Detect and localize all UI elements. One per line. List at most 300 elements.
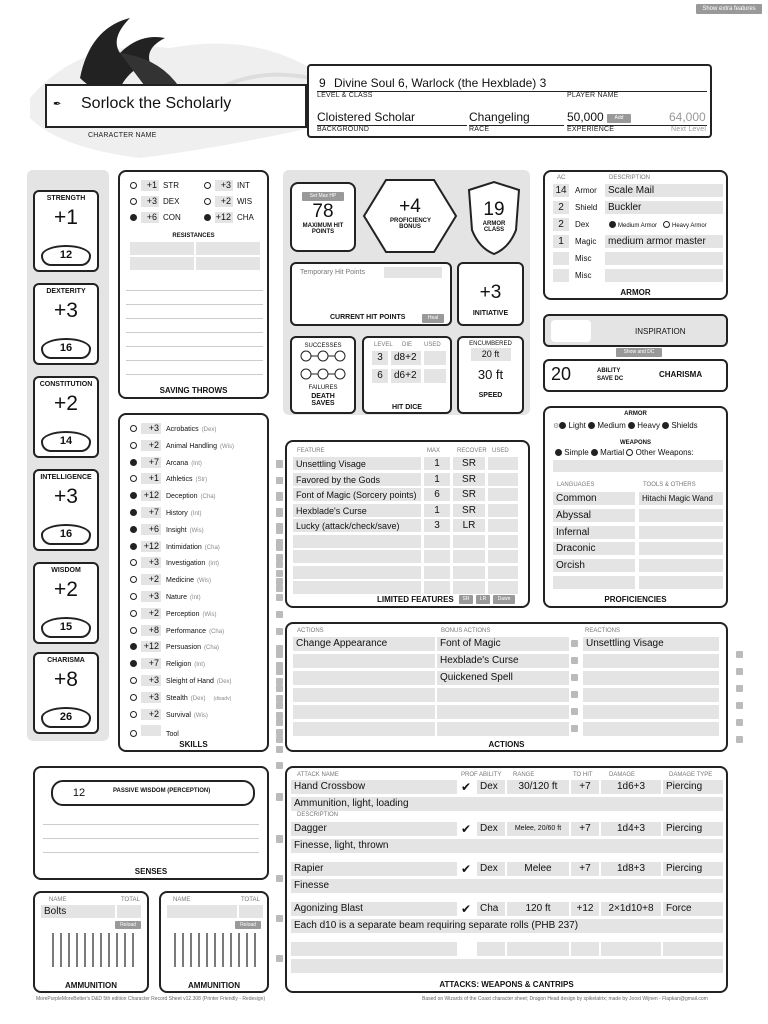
- other-weapons-checkbox[interactable]: Other Weapons:: [635, 448, 694, 457]
- proficiency-dot[interactable]: [130, 182, 137, 189]
- ammunition-panel-2: [159, 891, 269, 993]
- attack-name-field[interactable]: [291, 942, 457, 956]
- feature-arrow-button[interactable]: [276, 539, 283, 546]
- feature-name-field[interactable]: [293, 581, 421, 594]
- feature-used-field[interactable]: [488, 550, 518, 563]
- show-extra-features-button[interactable]: Show extra features: [696, 4, 762, 14]
- feature-recover-field[interactable]: SR: [453, 473, 485, 486]
- reaction-field[interactable]: [583, 705, 719, 719]
- save-value: +3: [141, 196, 159, 207]
- xp-value[interactable]: 50,000: [567, 110, 604, 124]
- senses-panel: [33, 766, 269, 880]
- tool-field[interactable]: [639, 542, 723, 555]
- reaction-arrow-button[interactable]: [736, 651, 743, 658]
- feature-arrow-button[interactable]: [276, 477, 283, 484]
- skill-animal-handling[interactable]: [130, 440, 234, 451]
- reaction-field[interactable]: [583, 688, 719, 702]
- attack-arrow-button[interactable]: [276, 875, 283, 882]
- ability-score[interactable]: 26: [41, 707, 91, 728]
- footer-right: Based on Wizards of the Coast character sheet; Dragon Head design by spikelatrix; made by Joost Wijnen - Flapkan@gmail.com: [422, 996, 708, 1002]
- attack-proficiency-check[interactable]: ✔: [461, 822, 472, 836]
- feature-arrow-button[interactable]: [276, 523, 283, 530]
- sr-reset-button[interactable]: SR: [459, 595, 473, 604]
- character-name-field[interactable]: Sorlock the Scholarly: [81, 95, 232, 112]
- medium-armor-label: Medium Armor: [618, 223, 658, 229]
- feature-arrow-button[interactable]: [276, 508, 283, 515]
- feature-name-field[interactable]: [293, 535, 421, 548]
- skill-nature[interactable]: [130, 591, 201, 602]
- feature-arrow-button[interactable]: [276, 554, 283, 561]
- feature-max-field[interactable]: 1: [424, 473, 450, 486]
- hit-dice-die[interactable]: d6+2: [391, 369, 421, 383]
- language-field[interactable]: Common: [553, 492, 635, 505]
- ability-score[interactable]: 16: [41, 524, 91, 545]
- attack-ability-field[interactable]: [477, 942, 505, 956]
- feature-max-field[interactable]: 1: [424, 457, 450, 470]
- attack-proficiency-check[interactable]: ✔: [461, 902, 472, 916]
- set-max-hp-button[interactable]: Set Max HP: [302, 192, 344, 201]
- skill-arcana[interactable]: [130, 457, 202, 468]
- proficiency-dot[interactable]: [130, 214, 137, 221]
- feature-arrow-button[interactable]: [276, 492, 283, 499]
- bonus-action-field[interactable]: [437, 688, 569, 702]
- attack-range-field[interactable]: 30/120 ft: [507, 780, 569, 794]
- feature-name-field[interactable]: Font of Magic (Sorcery points): [293, 488, 421, 501]
- feature-used-field[interactable]: [488, 504, 518, 517]
- attack-arrow-button[interactable]: [276, 955, 283, 962]
- attack-description-field[interactable]: [291, 959, 723, 973]
- attack-name-field[interactable]: Hand Crossbow: [291, 780, 457, 794]
- skill-stealth[interactable]: [130, 692, 231, 703]
- language-field[interactable]: Infernal: [553, 526, 635, 539]
- bonus-action-arrow-button[interactable]: [571, 674, 578, 681]
- feature-name-field[interactable]: Unsettling Visage: [293, 457, 421, 470]
- attack-proficiency-check[interactable]: ✔: [461, 780, 472, 794]
- armor-ac-field[interactable]: 1: [553, 235, 569, 248]
- proficiencies-panel: [543, 406, 728, 608]
- attack-range-field[interactable]: Melee: [507, 862, 569, 876]
- attack-damage-type-field[interactable]: Piercing: [663, 862, 723, 876]
- skill-arrow-button[interactable]: [276, 594, 283, 601]
- ammo-total-field[interactable]: [239, 905, 263, 918]
- reload-button[interactable]: Reload: [235, 921, 261, 929]
- skill-arrow-button[interactable]: [276, 561, 283, 568]
- proficiency-dot[interactable]: [130, 627, 137, 634]
- action-field[interactable]: [293, 705, 435, 719]
- attack-description-field[interactable]: Finesse: [291, 879, 723, 893]
- ability-score[interactable]: 16: [41, 338, 91, 359]
- proficiency-dot[interactable]: [130, 559, 137, 566]
- tool-field[interactable]: [639, 526, 723, 539]
- proficiency-dot[interactable]: [130, 442, 137, 449]
- skill-value: +2: [141, 709, 161, 720]
- feature-recover-field[interactable]: [453, 566, 485, 579]
- armor-ac-field[interactable]: [553, 269, 569, 282]
- feature-used-field[interactable]: [488, 488, 518, 501]
- reaction-arrow-button[interactable]: [736, 736, 743, 743]
- proficiency-dot[interactable]: [130, 576, 137, 583]
- feature-recover-field[interactable]: [453, 581, 485, 594]
- bonus-action-arrow-button[interactable]: [571, 691, 578, 698]
- feature-max-field[interactable]: 1: [424, 504, 450, 517]
- skill-ability: (Cha): [209, 628, 225, 635]
- class-value[interactable]: Divine Soul 6, Warlock (the Hexblade) 3: [334, 76, 547, 90]
- hit-dice-used[interactable]: [424, 369, 446, 383]
- feature-name-field[interactable]: [293, 566, 421, 579]
- ability-modifier: +3: [54, 485, 78, 508]
- ammo-name-field[interactable]: [167, 905, 237, 918]
- skill-investigation[interactable]: [130, 557, 219, 568]
- action-arrow-button[interactable]: [276, 685, 283, 692]
- passive-wisdom-value[interactable]: 12: [59, 785, 99, 801]
- feature-recover-field[interactable]: [453, 550, 485, 563]
- attack-damage-field[interactable]: [601, 942, 661, 956]
- light-armor-checkbox[interactable]: Light: [568, 421, 586, 430]
- bonus-action-field[interactable]: Font of Magic: [437, 637, 569, 651]
- proficiency-dot[interactable]: [130, 730, 137, 737]
- ammo-arrows-icon[interactable]: [49, 931, 137, 969]
- attack-name-field[interactable]: Dagger: [291, 822, 457, 836]
- skill-value: +3: [141, 557, 161, 568]
- feature-used-field[interactable]: [488, 519, 518, 532]
- actions-header: ACTIONS: [297, 628, 324, 634]
- armor-description-field[interactable]: Scale Mail: [605, 184, 723, 197]
- language-field[interactable]: Draconic: [553, 542, 635, 555]
- background-label: BACKGROUND: [317, 126, 370, 133]
- bonus-action-arrow-button[interactable]: [571, 657, 578, 664]
- skill-athletics[interactable]: [130, 473, 207, 484]
- skill-arrow-button[interactable]: [276, 762, 283, 769]
- skill-arrow-button[interactable]: [276, 578, 283, 585]
- proficiency-dot[interactable]: [130, 643, 137, 650]
- initiative-label: INITIATIVE: [472, 310, 509, 317]
- reload-button[interactable]: Reload: [115, 921, 141, 929]
- action-field[interactable]: [293, 722, 435, 736]
- attack-name-field[interactable]: Rapier: [291, 862, 457, 876]
- ability-modifier: +2: [54, 578, 78, 601]
- proficiency-dot[interactable]: [130, 526, 137, 533]
- feature-arrow-button[interactable]: [276, 570, 283, 577]
- skill-ability: (Str): [195, 477, 208, 484]
- level-value[interactable]: 9: [319, 76, 326, 90]
- bonus-action-field[interactable]: [437, 705, 569, 719]
- skill-ability: (Wis): [189, 527, 204, 534]
- armor-description-field[interactable]: [605, 252, 723, 265]
- attack-arrow-button[interactable]: [276, 793, 283, 800]
- reaction-field[interactable]: [583, 671, 719, 685]
- attack-ability-field[interactable]: Dex: [477, 780, 505, 794]
- skill-arrow-button[interactable]: [276, 746, 283, 753]
- ability-score[interactable]: 12: [41, 245, 91, 266]
- shields-checkbox[interactable]: Shields: [671, 421, 698, 430]
- armor-description-field[interactable]: [605, 269, 723, 282]
- saving-throw-dex[interactable]: [130, 196, 179, 207]
- action-field[interactable]: [293, 688, 435, 702]
- feature-max-field[interactable]: [424, 581, 450, 594]
- proficiency-dot[interactable]: [204, 182, 211, 189]
- speed-value[interactable]: 30 ft: [477, 367, 504, 382]
- ability-name: STRENGTH: [46, 195, 86, 202]
- skill-intimidation[interactable]: [130, 541, 220, 552]
- medium-armor-checkbox[interactable]: Medium: [597, 421, 626, 430]
- attack-arrow-button[interactable]: [276, 835, 283, 842]
- encumbered-value[interactable]: 20 ft: [471, 348, 511, 361]
- feature-max-field[interactable]: [424, 535, 450, 548]
- saving-throw-con[interactable]: [130, 212, 181, 223]
- tool-field[interactable]: Hitachi Magic Wand: [639, 492, 723, 505]
- attack-range-field[interactable]: [507, 942, 569, 956]
- action-arrow-button[interactable]: [276, 736, 283, 743]
- feature-used-field[interactable]: [488, 566, 518, 579]
- reaction-field[interactable]: [583, 654, 719, 668]
- attack-tohit-field[interactable]: +12: [571, 902, 599, 916]
- tool-field[interactable]: [639, 509, 723, 522]
- feature-recover-field[interactable]: SR: [453, 488, 485, 501]
- skill-performance[interactable]: [130, 625, 224, 636]
- attack-ability-field[interactable]: Dex: [477, 862, 505, 876]
- proficiency-dot[interactable]: [130, 475, 137, 482]
- xp-add-button[interactable]: Add: [607, 114, 631, 123]
- armor-description-field[interactable]: Buckler: [605, 201, 723, 214]
- max-hp-value[interactable]: 78: [312, 201, 334, 222]
- ability-score[interactable]: 15: [41, 617, 91, 638]
- proficiency-dot[interactable]: [130, 711, 137, 718]
- skill-arrow-button[interactable]: [276, 712, 283, 719]
- skill-sleight-of-hand[interactable]: [130, 675, 232, 686]
- feature-used-field[interactable]: [488, 473, 518, 486]
- attack-ability-field[interactable]: Dex: [477, 822, 505, 836]
- skill-value: +3: [141, 591, 161, 602]
- skills-panel: [118, 413, 269, 752]
- reaction-field[interactable]: Unsettling Visage: [583, 637, 719, 651]
- heal-button[interactable]: Heal: [422, 314, 444, 323]
- initiative-value[interactable]: +3: [479, 282, 502, 303]
- tool-field[interactable]: [639, 559, 723, 572]
- bonus-action-field[interactable]: [437, 722, 569, 736]
- tools-header: TOOLS & OTHERS: [643, 482, 696, 488]
- hit-dice-level[interactable]: 6: [372, 369, 388, 383]
- bonus-action-field[interactable]: Quickened Spell: [437, 671, 569, 685]
- language-field[interactable]: [553, 576, 635, 589]
- proficiency-dot[interactable]: [130, 509, 137, 516]
- skill-acrobatics[interactable]: [130, 423, 216, 434]
- ammo-arrows-icon[interactable]: [171, 931, 259, 969]
- heavy-armor-checkbox[interactable]: Heavy: [637, 421, 660, 430]
- armor-type-label: Misc: [575, 271, 592, 280]
- attack-description-field[interactable]: Finesse, light, thrown: [291, 839, 723, 853]
- saving-throws-title: SAVING THROWS: [159, 386, 228, 395]
- reaction-arrow-button[interactable]: [736, 702, 743, 709]
- bonus-action-arrow-button[interactable]: [571, 725, 578, 732]
- skill-persuasion[interactable]: [130, 641, 219, 652]
- attack-ability-field[interactable]: Cha: [477, 902, 505, 916]
- attack-tohit-field[interactable]: +7: [571, 822, 599, 836]
- attack-damage-type-field[interactable]: Piercing: [663, 822, 723, 836]
- skill-name: Investigation: [166, 560, 206, 568]
- action-arrow-button[interactable]: [276, 719, 283, 726]
- armor-description-field[interactable]: medium armor master: [605, 235, 723, 248]
- proficiency-dot[interactable]: [130, 543, 137, 550]
- armor-ac-field[interactable]: [553, 252, 569, 265]
- lr-reset-button[interactable]: LR: [476, 595, 490, 604]
- feature-max-field[interactable]: [424, 566, 450, 579]
- race-value[interactable]: Changeling: [469, 110, 530, 124]
- skill-tool[interactable]: [130, 725, 182, 738]
- attack-tohit-field[interactable]: [571, 942, 599, 956]
- skill-value: +7: [141, 658, 161, 669]
- background-value[interactable]: Cloistered Scholar: [317, 110, 416, 124]
- reaction-field[interactable]: [583, 722, 719, 736]
- dawn-reset-button[interactable]: Dawn: [493, 595, 515, 604]
- attack-description-field[interactable]: Ammunition, light, loading: [291, 797, 723, 811]
- feature-name-field[interactable]: Favored by the Gods: [293, 473, 421, 486]
- reaction-arrow-button[interactable]: [736, 685, 743, 692]
- ammo-total-field[interactable]: [117, 905, 141, 918]
- attack-damage-field[interactable]: 2×1d10+8: [601, 902, 661, 916]
- saving-throw-cha[interactable]: [204, 212, 254, 223]
- attack-damage-type-field[interactable]: [663, 942, 723, 956]
- tool-field[interactable]: [639, 576, 723, 589]
- skill-deception[interactable]: [130, 490, 216, 501]
- feature-max-field[interactable]: 6: [424, 488, 450, 501]
- martial-weapons-checkbox[interactable]: Martial: [600, 448, 625, 457]
- inspiration-field[interactable]: [551, 320, 591, 342]
- attack-damage-type-field[interactable]: Force: [663, 902, 723, 916]
- bonus-action-arrow-button[interactable]: [571, 708, 578, 715]
- proficiency-dot[interactable]: [130, 610, 137, 617]
- save-dc-ability[interactable]: CHARISMA: [659, 370, 703, 379]
- reaction-arrow-button[interactable]: [736, 668, 743, 675]
- ability-score[interactable]: 14: [41, 431, 91, 452]
- attack-damage-field[interactable]: 1d8+3: [601, 862, 661, 876]
- skill-name: Insight: [166, 526, 187, 534]
- attack-damage-field[interactable]: 1d4+3: [601, 822, 661, 836]
- attack-tohit-field[interactable]: +7: [571, 780, 599, 794]
- feature-recover-field[interactable]: [453, 535, 485, 548]
- action-arrow-button[interactable]: [276, 651, 283, 658]
- proficiency-dot[interactable]: [204, 214, 211, 221]
- save-value: +12: [215, 212, 231, 222]
- proficiency-dot[interactable]: [130, 492, 137, 499]
- saving-throw-str[interactable]: [130, 180, 179, 191]
- medium-armor-radio[interactable]: [609, 221, 616, 228]
- ac-value[interactable]: 19: [483, 199, 505, 220]
- attack-description-field[interactable]: Each d10 is a separate beam requiring separate rolls (PHB 237): [291, 919, 723, 933]
- feature-name-field[interactable]: Hexblade's Curse: [293, 504, 421, 517]
- heavy-armor-radio[interactable]: [663, 221, 670, 228]
- feature-arrow-button[interactable]: [276, 585, 283, 592]
- skill-medicine[interactable]: [130, 574, 211, 585]
- ammo-name-field[interactable]: Bolts: [41, 905, 115, 918]
- proficiency-dot[interactable]: [130, 198, 137, 205]
- failures-label: FAILURES: [308, 385, 338, 391]
- hit-dice-die[interactable]: d8+2: [391, 351, 421, 365]
- attack-proficiency-check[interactable]: ✔: [461, 862, 472, 876]
- proficiency-dot[interactable]: [130, 425, 137, 432]
- feature-recover-field[interactable]: SR: [453, 504, 485, 517]
- skill-value: +3: [141, 423, 161, 434]
- ability-strength: [33, 190, 99, 272]
- bonus-action-field[interactable]: Hexblade's Curse: [437, 654, 569, 668]
- save-dc-value[interactable]: 20: [551, 364, 572, 384]
- armor-ac-field[interactable]: 2: [553, 201, 569, 214]
- action-field[interactable]: [293, 654, 435, 668]
- temp-hp-field[interactable]: [384, 267, 442, 278]
- proficiency-dot[interactable]: [204, 198, 211, 205]
- hit-dice-used[interactable]: [424, 351, 446, 365]
- attack-tohit-field[interactable]: +7: [571, 862, 599, 876]
- feature-used-field[interactable]: [488, 457, 518, 470]
- proficiency-dot[interactable]: [130, 694, 137, 701]
- attack-damage-type-field[interactable]: Piercing: [663, 780, 723, 794]
- attack-range-field[interactable]: Melee, 20/60 ft: [507, 822, 569, 836]
- action-field[interactable]: Change Appearance: [293, 637, 435, 651]
- simple-weapons-checkbox[interactable]: Simple: [564, 448, 589, 457]
- skill-insight[interactable]: [130, 524, 204, 535]
- attack-range-field[interactable]: 120 ft: [507, 902, 569, 916]
- bonus-actions-header: BONUS ACTIONS: [441, 628, 491, 634]
- skill-arrow-button[interactable]: [276, 628, 283, 635]
- feature-recover-field[interactable]: LR: [453, 519, 485, 532]
- language-field[interactable]: Abyssal: [553, 509, 635, 522]
- language-field[interactable]: Orcish: [553, 559, 635, 572]
- proficiency-dot[interactable]: [130, 660, 137, 667]
- attack-arrow-button[interactable]: [276, 915, 283, 922]
- proficiency-dot[interactable]: [130, 459, 137, 466]
- heavy-armor-label: Heavy Armor: [672, 223, 707, 229]
- skill-note: (disadv): [213, 695, 232, 702]
- armor-ac-field[interactable]: 14: [553, 184, 569, 197]
- failure-checkboxes[interactable]: [298, 368, 348, 380]
- feature-max-field[interactable]: 3: [424, 519, 450, 532]
- feature-max-field[interactable]: [424, 550, 450, 563]
- armor-description-header: DESCRIPTION: [609, 175, 651, 181]
- ammo-total-header: TOTAL: [121, 897, 140, 903]
- skill-religion[interactable]: [130, 658, 205, 669]
- skill-survival[interactable]: [130, 709, 208, 720]
- feature-used-field[interactable]: [488, 535, 518, 548]
- skill-arrow-button[interactable]: [276, 611, 283, 618]
- feature-name-field[interactable]: [293, 550, 421, 563]
- skill-history[interactable]: [130, 507, 201, 518]
- proficiency-dot[interactable]: [130, 677, 137, 684]
- saving-throw-wis[interactable]: [204, 196, 252, 207]
- saving-throw-int[interactable]: [204, 180, 250, 191]
- action-field[interactable]: [293, 671, 435, 685]
- feature-name-field[interactable]: Lucky (attack/check/save): [293, 519, 421, 532]
- hit-dice-level[interactable]: 3: [372, 351, 388, 365]
- skill-ability: (Dex): [190, 695, 206, 702]
- feature-arrow-button[interactable]: [276, 461, 283, 468]
- show-and-dc-button[interactable]: Show and DC: [616, 348, 662, 357]
- bonus-action-arrow-button[interactable]: [571, 640, 578, 647]
- proficiency-dot[interactable]: [130, 593, 137, 600]
- armor-ac-field[interactable]: 2: [553, 218, 569, 231]
- feature-recover-field[interactable]: SR: [453, 457, 485, 470]
- attack-name-field[interactable]: Agonizing Blast: [291, 902, 457, 916]
- feature-used-field[interactable]: [488, 581, 518, 594]
- other-weapons-field[interactable]: [553, 460, 723, 472]
- skill-arrow-button[interactable]: [276, 729, 283, 736]
- save-value: +2: [215, 196, 233, 207]
- skill-perception[interactable]: [130, 608, 216, 619]
- action-arrow-button[interactable]: [276, 702, 283, 709]
- action-arrow-button[interactable]: [276, 668, 283, 675]
- attack-damage-field[interactable]: 1d6+3: [601, 780, 661, 794]
- ability-name: CONSTITUTION: [39, 381, 93, 388]
- reaction-arrow-button[interactable]: [736, 719, 743, 726]
- success-checkboxes[interactable]: [298, 350, 348, 362]
